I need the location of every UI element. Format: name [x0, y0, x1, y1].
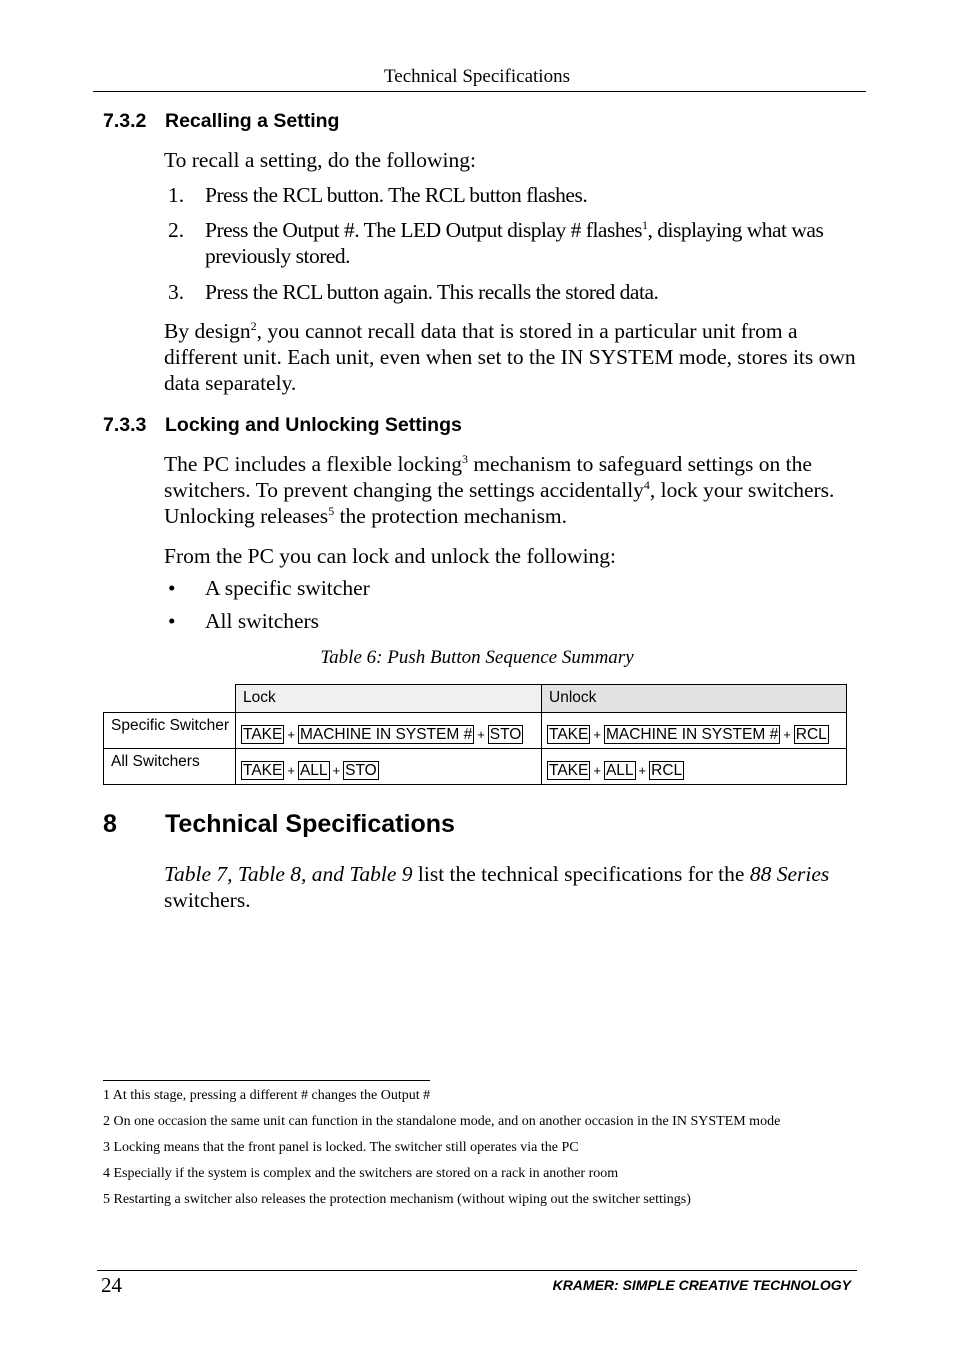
- section-8-heading: [103, 810, 703, 842]
- rcl-key: RCL: [651, 762, 683, 779]
- step-number: 3.: [168, 280, 185, 304]
- bullet-text: All switchers: [205, 609, 320, 633]
- sto-key: STO: [489, 726, 522, 743]
- step-text: Press the RCL button. The RCL button flashes.: [205, 183, 588, 207]
- running-header: Technical Specifications: [384, 66, 570, 87]
- locking-paragraph: The PC includes a flexible locking$^3$ mechanism to safeguard settings on the switchers. To prevent changing the settings accidentally$^4$, lock your switchers. Unlocking releases$^5$ the protection mechanism.: [164, 451, 835, 528]
- lock-sequence-cell: TAKE + MACHINE IN SYSTEM # + STO: [235, 712, 542, 749]
- unlock-sequence-cell: TAKE + MACHINE IN SYSTEM # + RCL: [541, 712, 847, 749]
- table-row-label: All Switchers: [103, 748, 236, 785]
- take-key: TAKE: [549, 726, 589, 743]
- footnote: 1 At this stage, pressing a different # changes the Output #: [103, 1088, 431, 1103]
- section-7-3-2-heading: [103, 110, 703, 134]
- footnote: 4 Especially if the system is complex and the switchers are stored on a rack in another room: [103, 1166, 619, 1181]
- bullet-icon: •: [168, 576, 176, 600]
- machine-in-system-key: MACHINE IN SYSTEM #: [299, 726, 473, 743]
- push-button-sequence-table: [103, 684, 847, 785]
- table-caption: Table 6: Push Button Sequence Summary: [320, 647, 634, 668]
- section-number: 8: [103, 810, 117, 838]
- section-number: 7.3.3: [103, 414, 147, 436]
- header-rule: [93, 91, 866, 92]
- footer-brand: KRAMER: SIMPLE CREATIVE TECHNOLOGY: [552, 1277, 851, 1293]
- lock-sequence-cell: TAKE + ALL + STO: [235, 748, 542, 785]
- table-header-cell: Unlock: [541, 684, 847, 713]
- section-title: Locking and Unlocking Settings: [165, 414, 462, 436]
- recall-note-paragraph: By design$^2$, you cannot recall data that is stored in a particular unit from a different unit. Each unit, even when set to the IN SYSTEM mode, stores its own data separately.: [164, 318, 856, 395]
- all-key: ALL: [605, 762, 634, 779]
- section-number: 7.3.2: [103, 110, 147, 132]
- recall-intro: To recall a setting, do the following:: [164, 148, 476, 172]
- step-text: Press the RCL button again. This recalls the stored data.: [205, 280, 659, 304]
- footnote: 5 Restarting a switcher also releases the protection mechanism (without wiping out the switcher settings): [103, 1192, 691, 1207]
- bullet-text: A specific switcher: [205, 576, 370, 600]
- lock-targets-intro: From the PC you can lock and unlock the following:: [164, 544, 617, 568]
- machine-in-system-key: MACHINE IN SYSTEM #: [605, 726, 779, 743]
- section-7-3-3-heading: [103, 414, 703, 438]
- section-title: Recalling a Setting: [165, 110, 340, 132]
- step-number: 1.: [168, 183, 185, 207]
- rcl-key: RCL: [795, 726, 827, 743]
- step-number: 2.: [168, 218, 185, 242]
- all-key: ALL: [299, 762, 328, 779]
- take-key: TAKE: [243, 726, 283, 743]
- sto-key: STO: [345, 762, 377, 779]
- table-header-cell: Lock: [235, 684, 542, 713]
- table-row-label: Specific Switcher: [103, 712, 236, 749]
- footnote-ref: 3: [461, 451, 468, 466]
- take-key: TAKE: [243, 762, 283, 779]
- footnote: 3 Locking means that the front panel is locked. The switcher still operates via the PC: [103, 1140, 579, 1155]
- footnote-ref: 1: [642, 217, 648, 232]
- footnote-rule: [103, 1080, 430, 1081]
- section-title: Technical Specifications: [165, 810, 455, 838]
- footnote: 2 On one occasion the same unit can function in the standalone mode, and on another occasion in the IN SYSTEM mode: [103, 1114, 781, 1129]
- specs-intro-paragraph: Table 7, Table 8, and Table 9 list the technical specifications for the 88 Series switchers.: [164, 862, 830, 912]
- page-number: 24: [101, 1273, 122, 1297]
- take-key: TAKE: [549, 762, 589, 779]
- footnote-ref: 5: [328, 503, 335, 518]
- footnote-ref: 4: [643, 477, 650, 492]
- footer-rule: [97, 1270, 857, 1271]
- bullet-icon: •: [168, 609, 176, 633]
- step-text: Press the Output #. The LED Output display # flashes$^1$, displaying what was previously stored.: [205, 217, 824, 268]
- unlock-sequence-cell: TAKE + ALL + RCL: [541, 748, 847, 785]
- footnote-ref: 2: [250, 318, 257, 333]
